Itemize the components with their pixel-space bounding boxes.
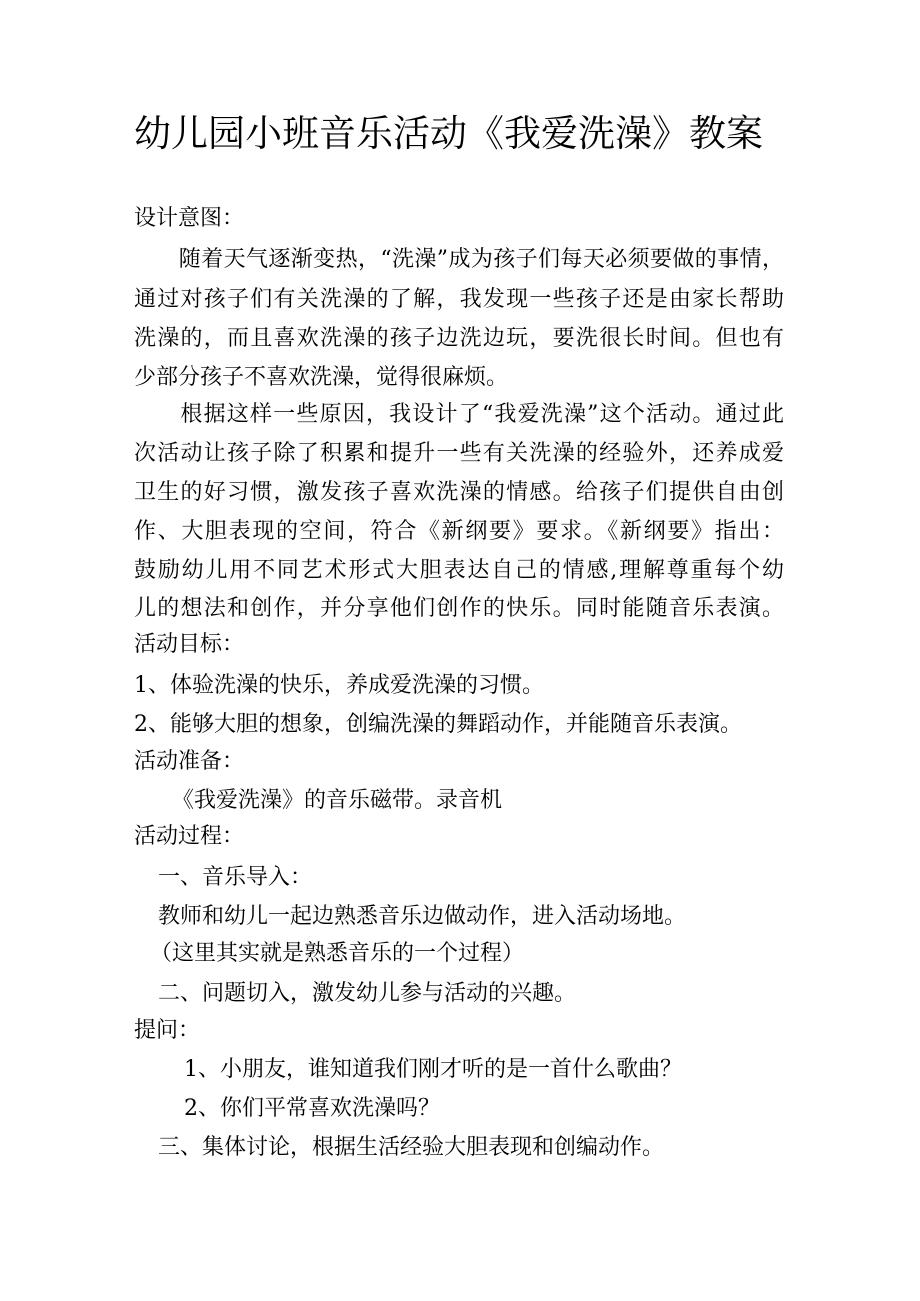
process-heading: 活动过程： bbox=[134, 824, 245, 849]
question-item: 1、小朋友，谁知道我们刚才听的是一首什么歌曲？ bbox=[184, 1057, 682, 1082]
question-label: 提问： bbox=[134, 1018, 201, 1043]
goal-item: 1、体验洗澡的快乐，养成爱洗澡的习惯。 bbox=[134, 673, 544, 698]
step-note: （这里其实就是熟悉音乐的一个过程） bbox=[150, 941, 525, 966]
design-intent-heading: 设计意图： bbox=[134, 206, 245, 231]
document-title: 幼儿园小班音乐活动《我爱洗澡》教案 bbox=[134, 112, 763, 155]
paragraph-line: 根据这样一些原因，我设计了“我爱洗澡”这个活动。通过此 bbox=[134, 402, 784, 427]
prep-text: 《我爱洗澡》的音乐磁带。录音机 bbox=[172, 788, 503, 813]
paragraph-line: 鼓励幼儿用不同艺术形式大胆表达自己的情感,理解尊重每个幼 bbox=[134, 558, 784, 583]
paragraph-line: 随着天气逐渐变热，“洗澡”成为孩子们每天必须要做的事情， bbox=[134, 247, 784, 272]
goals-heading: 活动目标： bbox=[134, 632, 245, 657]
step-heading: 二、问题切入，激发幼儿参与活动的兴趣。 bbox=[158, 981, 577, 1006]
paragraph-line: 作、大胆表现的空间，符合《新纲要》要求。《新纲要》指出： bbox=[134, 519, 784, 544]
step-heading: 一、音乐导入： bbox=[158, 865, 313, 890]
prep-heading: 活动准备： bbox=[134, 749, 245, 774]
step-text: 教师和幼儿一起边熟悉音乐边做动作，进入活动场地。 bbox=[158, 904, 687, 929]
question-item: 2、你们平常喜欢洗澡吗？ bbox=[184, 1096, 440, 1121]
paragraph-line: 少部分孩子不喜欢洗澡，觉得很麻烦。 bbox=[134, 365, 509, 390]
paragraph-line: 次活动让孩子除了积累和提升一些有关洗澡的经验外，还养成爱 bbox=[134, 441, 784, 466]
paragraph-line: 卫生的好习惯，激发孩子喜欢洗澡的情感。给孩子们提供自由创 bbox=[134, 480, 784, 505]
paragraph-line: 儿的想法和创作，并分享他们创作的快乐。同时能随音乐表演。 bbox=[134, 596, 784, 621]
paragraph-line: 通过对孩子们有关洗澡的了解，我发现一些孩子还是由家长帮助 bbox=[134, 287, 784, 312]
paragraph-line: 洗澡的，而且喜欢洗澡的孩子边洗边玩，要洗很长时间。但也有 bbox=[134, 326, 784, 351]
step-heading: 三、集体讨论，根据生活经验大胆表现和创编动作。 bbox=[158, 1135, 665, 1160]
goal-item: 2、能够大胆的想象，创编洗澡的舞蹈动作，并能随音乐表演。 bbox=[134, 712, 742, 737]
